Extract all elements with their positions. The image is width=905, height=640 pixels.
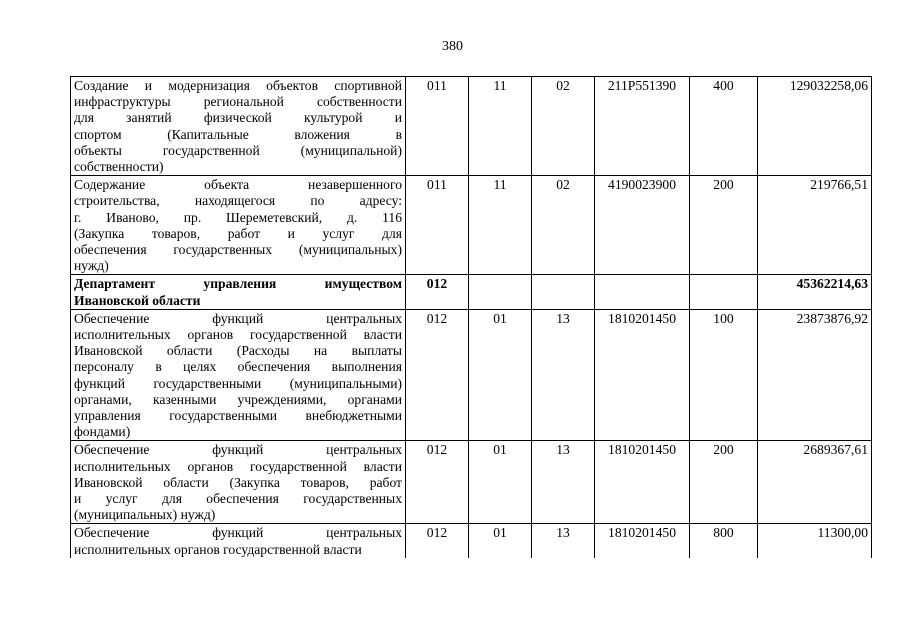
- item-name-line: обеспечения государственных (муниципальных): [74, 242, 402, 258]
- amount-cell: 11300,00: [758, 524, 872, 558]
- item-name-line: Обеспечение функций центральных: [74, 525, 402, 541]
- item-name-line: строительства, находящегося по адресу:: [74, 193, 402, 209]
- amount-cell: 45362214,63: [758, 275, 872, 309]
- item-name-line: Ивановской области (Закупка товаров, работ: [74, 474, 402, 490]
- expense-type-cell: 200: [690, 176, 758, 275]
- item-name-line: Создание и модернизация объектов спортивной: [74, 78, 402, 93]
- amount-cell: 2689367,61: [758, 441, 872, 524]
- item-name-line: объекты государственной (муниципальной): [74, 142, 402, 158]
- item-name-line: Департамент управления имуществом: [74, 276, 402, 292]
- item-name-line: функций государственными (муниципальными): [74, 375, 402, 391]
- item-name-line: нужд): [74, 258, 109, 274]
- target-article-cell: 4190023900: [595, 176, 690, 275]
- item-name-line: Ивановской области: [74, 292, 201, 308]
- table-row: [71, 176, 872, 275]
- budget-table: [70, 76, 872, 558]
- ministry-code-cell: 011: [406, 77, 469, 176]
- table-row: [71, 275, 872, 309]
- item-name-cell: [71, 176, 406, 275]
- item-name-cell: [71, 309, 406, 441]
- expense-type-cell: 100: [690, 309, 758, 441]
- subsection-code-cell: [532, 275, 595, 309]
- expense-type-cell: 200: [690, 441, 758, 524]
- item-name-line: исполнительных органов государственной власти: [74, 541, 362, 557]
- item-name-line: органами, казенными учреждениями, органами: [74, 391, 402, 407]
- section-code-cell: [469, 275, 532, 309]
- subsection-code-cell: 02: [532, 176, 595, 275]
- amount-cell: 129032258,06: [758, 77, 872, 176]
- target-article-cell: 1810201450: [595, 441, 690, 524]
- item-name-line: и услуг для обеспечения государственных: [74, 491, 402, 507]
- item-name-line: инфраструктуры региональной собственности: [74, 94, 402, 110]
- item-name-line: Обеспечение функций центральных: [74, 310, 402, 326]
- ministry-code-cell: 012: [406, 309, 469, 441]
- expense-type-cell: [690, 275, 758, 309]
- item-name-line: для занятий физической культурой и: [74, 110, 402, 126]
- item-name-line: Содержание объекта незавершенного: [74, 177, 402, 193]
- subsection-code-cell: 13: [532, 441, 595, 524]
- target-article-cell: 211P551390: [595, 77, 690, 176]
- amount-cell: 23873876,92: [758, 309, 872, 441]
- item-name-line: собственности): [74, 159, 164, 175]
- table-row: [71, 309, 872, 441]
- table-row: [71, 524, 872, 558]
- table-row: [71, 77, 872, 176]
- item-name-line: управления государственными внебюджетными: [74, 408, 402, 424]
- item-name-cell: [71, 524, 406, 558]
- section-code-cell: 11: [469, 77, 532, 176]
- item-name-line: исполнительных органов государственной власти: [74, 458, 402, 474]
- item-name-cell: [71, 275, 406, 309]
- ministry-code-cell: 012: [406, 524, 469, 558]
- section-code-cell: 01: [469, 524, 532, 558]
- table-body: [71, 77, 872, 558]
- item-name-line: (Закупка товаров, работ и услуг для: [74, 225, 402, 241]
- subsection-code-cell: 02: [532, 77, 595, 176]
- item-name-line: исполнительных органов государственной власти: [74, 327, 402, 343]
- item-name-line: Ивановской области (Расходы на выплаты: [74, 343, 402, 359]
- expense-type-cell: 800: [690, 524, 758, 558]
- ministry-code-cell: 012: [406, 441, 469, 524]
- table-row: [71, 441, 872, 524]
- target-article-cell: 1810201450: [595, 309, 690, 441]
- section-code-cell: 01: [469, 441, 532, 524]
- expense-type-cell: 400: [690, 77, 758, 176]
- item-name-cell: [71, 441, 406, 524]
- ministry-code-cell: 012: [406, 275, 469, 309]
- page-number: 380: [442, 39, 463, 54]
- ministry-code-cell: 011: [406, 176, 469, 275]
- item-name-line: спортом (Капитальные вложения в: [74, 126, 402, 142]
- section-code-cell: 11: [469, 176, 532, 275]
- subsection-code-cell: 13: [532, 524, 595, 558]
- target-article-cell: 1810201450: [595, 524, 690, 558]
- item-name-line: персоналу в целях обеспечения выполнения: [74, 359, 402, 375]
- item-name-cell: [71, 77, 406, 176]
- item-name-line: Обеспечение функций центральных: [74, 442, 402, 458]
- section-code-cell: 01: [469, 309, 532, 441]
- amount-cell: 219766,51: [758, 176, 872, 275]
- target-article-cell: [595, 275, 690, 309]
- item-name-line: фондами): [74, 424, 131, 440]
- item-name-line: (муниципальных) нужд): [74, 507, 216, 523]
- subsection-code-cell: 13: [532, 309, 595, 441]
- item-name-line: г. Иваново, пр. Шереметевский, д. 116: [74, 209, 402, 225]
